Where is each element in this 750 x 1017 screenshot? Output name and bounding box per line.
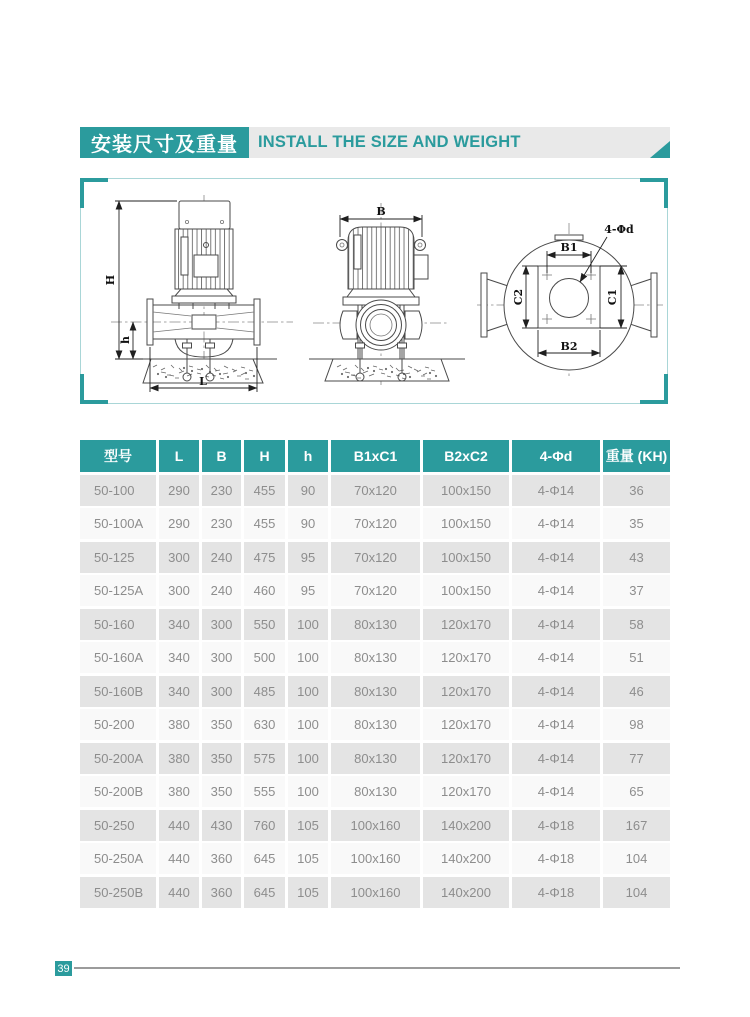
table-cell: 300 bbox=[202, 609, 241, 640]
table-cell: 70x120 bbox=[331, 542, 420, 573]
table-cell: 140x200 bbox=[423, 843, 509, 874]
table-cell: 340 bbox=[159, 676, 199, 707]
pump-drawing-panel bbox=[80, 178, 668, 404]
dimensions-table bbox=[80, 440, 670, 908]
pump-side-view bbox=[309, 203, 465, 385]
model-cell: 50-200 bbox=[80, 709, 156, 740]
dim-label-B: B bbox=[376, 205, 386, 218]
table-cell: 230 bbox=[202, 475, 241, 506]
table-cell: 4-Φ14 bbox=[512, 542, 600, 573]
table-cell: 98 bbox=[603, 709, 670, 740]
table-cell: 104 bbox=[603, 877, 670, 908]
table-cell: 140x200 bbox=[423, 877, 509, 908]
table-cell: 120x170 bbox=[423, 609, 509, 640]
dim-label-h: h bbox=[119, 336, 132, 344]
table-cell: 90 bbox=[288, 475, 328, 506]
table-cell: 70x120 bbox=[331, 475, 420, 506]
table-cell: 4-Φ14 bbox=[512, 508, 600, 539]
table-cell: 70x120 bbox=[331, 508, 420, 539]
table-cell: 440 bbox=[159, 843, 199, 874]
model-cell: 50-200A bbox=[80, 743, 156, 774]
panel-corner-bracket bbox=[80, 178, 108, 208]
table-cell: 340 bbox=[159, 609, 199, 640]
panel-corner-bracket bbox=[640, 178, 668, 208]
table-cell: 104 bbox=[603, 843, 670, 874]
table-cell: 645 bbox=[244, 877, 285, 908]
table-cell: 100 bbox=[288, 709, 328, 740]
panel-corner-bracket bbox=[640, 374, 668, 404]
table-cell: 46 bbox=[603, 676, 670, 707]
table-cell: 645 bbox=[244, 843, 285, 874]
table-cell: 555 bbox=[244, 776, 285, 807]
table-cell: 360 bbox=[202, 877, 241, 908]
table-cell: 51 bbox=[603, 642, 670, 673]
footer-rule bbox=[74, 967, 680, 969]
dim-label-H: H bbox=[104, 274, 117, 286]
model-cell: 50-250 bbox=[80, 810, 156, 841]
table-cell: 240 bbox=[202, 575, 241, 606]
table-cell: 4-Φ14 bbox=[512, 776, 600, 807]
model-cell: 50-100 bbox=[80, 475, 156, 506]
table-cell: 230 bbox=[202, 508, 241, 539]
table-cell: 100x160 bbox=[331, 877, 420, 908]
table-cell: 80x130 bbox=[331, 743, 420, 774]
table-cell: 120x170 bbox=[423, 676, 509, 707]
dim-label-B1: B1 bbox=[560, 241, 578, 254]
model-cell: 50-125 bbox=[80, 542, 156, 573]
model-cell: 50-100A bbox=[80, 508, 156, 539]
table-cell: 4-Φ14 bbox=[512, 642, 600, 673]
pump-front-view bbox=[104, 195, 293, 392]
model-cell: 50-160 bbox=[80, 609, 156, 640]
table-cell: 70x120 bbox=[331, 575, 420, 606]
pump-flange-view bbox=[477, 223, 663, 379]
table-cell: 100x150 bbox=[423, 475, 509, 506]
table-cell: 440 bbox=[159, 877, 199, 908]
model-cell: 50-160B bbox=[80, 676, 156, 707]
table-cell: 80x130 bbox=[331, 609, 420, 640]
table-cell: 300 bbox=[159, 575, 199, 606]
table-cell: 4-Φ14 bbox=[512, 609, 600, 640]
table-cell: 4-Φ14 bbox=[512, 743, 600, 774]
section-title-english-bar bbox=[249, 127, 670, 158]
table-cell: 455 bbox=[244, 475, 285, 506]
table-cell: 43 bbox=[603, 542, 670, 573]
table-cell: 35 bbox=[603, 508, 670, 539]
corner-triangle-decoration bbox=[650, 141, 670, 158]
table-cell: 100 bbox=[288, 642, 328, 673]
table-cell: 36 bbox=[603, 475, 670, 506]
table-cell: 460 bbox=[244, 575, 285, 606]
dim-label-B2: B2 bbox=[560, 340, 578, 353]
column-header: L bbox=[159, 440, 199, 472]
table-cell: 90 bbox=[288, 508, 328, 539]
table-cell: 485 bbox=[244, 676, 285, 707]
table-cell: 240 bbox=[202, 542, 241, 573]
table-cell: 290 bbox=[159, 508, 199, 539]
table-cell: 120x170 bbox=[423, 709, 509, 740]
model-cell: 50-250B bbox=[80, 877, 156, 908]
table-cell: 4-Φ18 bbox=[512, 843, 600, 874]
table-cell: 4-Φ14 bbox=[512, 575, 600, 606]
table-cell: 105 bbox=[288, 843, 328, 874]
table-cell: 120x170 bbox=[423, 642, 509, 673]
table-cell: 350 bbox=[202, 776, 241, 807]
table-cell: 120x170 bbox=[423, 776, 509, 807]
table-cell: 300 bbox=[202, 676, 241, 707]
table-cell: 380 bbox=[159, 743, 199, 774]
page-number-badge: 39 bbox=[55, 961, 72, 976]
pump-dimension-drawing bbox=[81, 179, 667, 403]
table-cell: 100x150 bbox=[423, 575, 509, 606]
table-cell: 475 bbox=[244, 542, 285, 573]
table-cell: 140x200 bbox=[423, 810, 509, 841]
model-cell: 50-250A bbox=[80, 843, 156, 874]
dim-label-L: L bbox=[199, 375, 207, 388]
table-cell: 340 bbox=[159, 642, 199, 673]
table-cell: 105 bbox=[288, 810, 328, 841]
model-cell: 50-200B bbox=[80, 776, 156, 807]
column-header: h bbox=[288, 440, 328, 472]
section-title-chinese: 安装尺寸及重量 bbox=[80, 127, 249, 158]
table-cell: 290 bbox=[159, 475, 199, 506]
section-title-english: INSTALL THE SIZE AND WEIGHT bbox=[258, 133, 521, 151]
table-cell: 167 bbox=[603, 810, 670, 841]
model-cell: 50-160A bbox=[80, 642, 156, 673]
table-cell: 100x160 bbox=[331, 843, 420, 874]
dim-label-C1: C1 bbox=[606, 288, 619, 306]
table-cell: 100x160 bbox=[331, 810, 420, 841]
table-cell: 350 bbox=[202, 709, 241, 740]
table-cell: 360 bbox=[202, 843, 241, 874]
table-cell: 380 bbox=[159, 776, 199, 807]
table-cell: 4-Φ14 bbox=[512, 709, 600, 740]
column-header: H bbox=[244, 440, 285, 472]
table-cell: 300 bbox=[159, 542, 199, 573]
column-header: 4-Φd bbox=[512, 440, 600, 472]
table-cell: 760 bbox=[244, 810, 285, 841]
table-cell: 65 bbox=[603, 776, 670, 807]
table-cell: 80x130 bbox=[331, 776, 420, 807]
table-cell: 550 bbox=[244, 609, 285, 640]
table-cell: 100 bbox=[288, 676, 328, 707]
table-cell: 4-Φ18 bbox=[512, 810, 600, 841]
table-cell: 630 bbox=[244, 709, 285, 740]
table-cell: 100 bbox=[288, 743, 328, 774]
table-cell: 440 bbox=[159, 810, 199, 841]
column-header: B2xC2 bbox=[423, 440, 509, 472]
column-header: B1xC1 bbox=[331, 440, 420, 472]
table-cell: 37 bbox=[603, 575, 670, 606]
column-header: 型号 bbox=[80, 440, 156, 472]
table-cell: 120x170 bbox=[423, 743, 509, 774]
table-cell: 80x130 bbox=[331, 676, 420, 707]
table-cell: 500 bbox=[244, 642, 285, 673]
table-cell: 80x130 bbox=[331, 642, 420, 673]
table-cell: 100 bbox=[288, 609, 328, 640]
panel-corner-bracket bbox=[80, 374, 108, 404]
column-header: B bbox=[202, 440, 241, 472]
table-cell: 100 bbox=[288, 776, 328, 807]
table-cell: 4-Φ18 bbox=[512, 877, 600, 908]
table-cell: 455 bbox=[244, 508, 285, 539]
table-cell: 100x150 bbox=[423, 542, 509, 573]
table-cell: 100x150 bbox=[423, 508, 509, 539]
table-cell: 80x130 bbox=[331, 709, 420, 740]
table-cell: 430 bbox=[202, 810, 241, 841]
table-cell: 58 bbox=[603, 609, 670, 640]
table-cell: 300 bbox=[202, 642, 241, 673]
table-cell: 77 bbox=[603, 743, 670, 774]
section-title-bar bbox=[80, 127, 670, 158]
dim-label-C2: C2 bbox=[512, 288, 525, 306]
table-cell: 380 bbox=[159, 709, 199, 740]
table-cell: 4-Φ14 bbox=[512, 475, 600, 506]
table-cell: 95 bbox=[288, 542, 328, 573]
table-cell: 575 bbox=[244, 743, 285, 774]
model-cell: 50-125A bbox=[80, 575, 156, 606]
table-cell: 350 bbox=[202, 743, 241, 774]
table-cell: 95 bbox=[288, 575, 328, 606]
dim-label-bolt-holes: 4-Φd bbox=[604, 223, 634, 236]
table-cell: 4-Φ14 bbox=[512, 676, 600, 707]
column-header: 重量 (KH) bbox=[603, 440, 670, 472]
table-cell: 105 bbox=[288, 877, 328, 908]
